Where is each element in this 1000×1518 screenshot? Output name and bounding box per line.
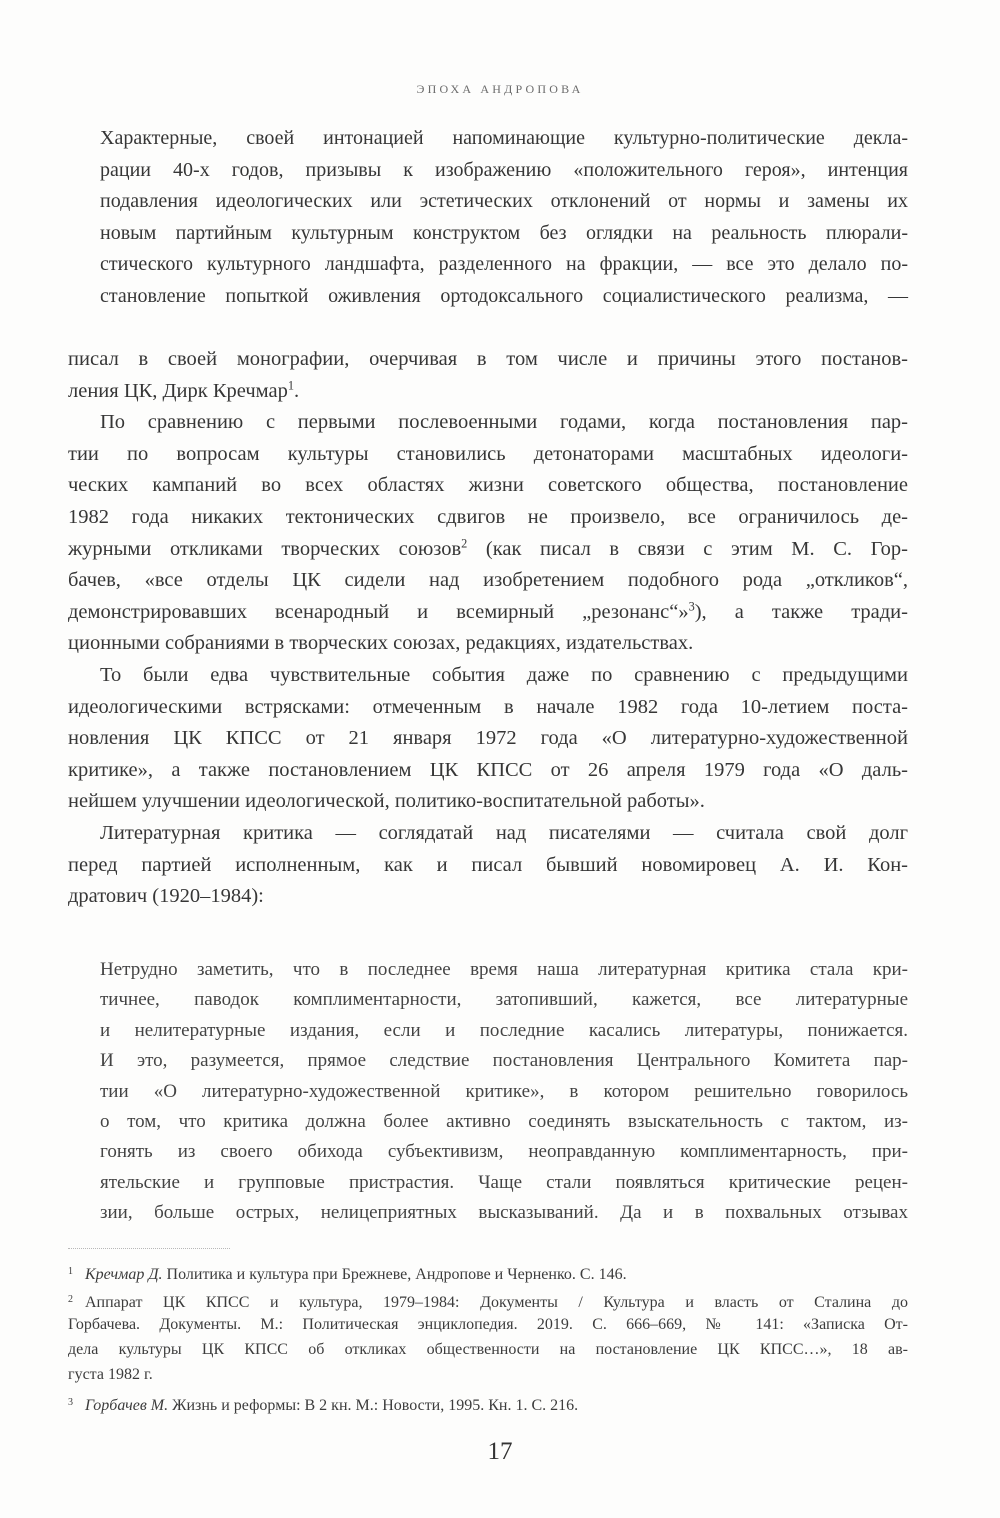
text-segment: (как писал в связи с этим М. С. Гор- [467, 537, 908, 560]
paragraph [68, 407, 908, 660]
text-line: новления ЦК КПСС от 21 января 1972 года «О литературно-художественной [68, 727, 908, 750]
footnote-line [68, 1259, 908, 1284]
text-line: подавления идеологических или эстетических отклонений от нормы и замены их [100, 190, 908, 213]
text-line: ческих кампаний во всех областях жизни советского общества, постановление [68, 474, 908, 497]
footnote-line: дела культуры ЦК КПСС об откликах общественности на постановление ЦК КПСС…», 18 ав- [68, 1341, 908, 1358]
block-quote-kondratovich [100, 955, 908, 1229]
footnote-1 [68, 1259, 908, 1284]
footnote-3 [68, 1390, 908, 1415]
text-line: писал в своей монографии, очерчивая в том числе и причины этого постанов- [68, 348, 908, 370]
footnote-text [85, 1266, 627, 1283]
text-line: тичнее, паводок комплиментарности, затопивший, кажется, все литературные [100, 989, 908, 1011]
author-name: Кречмар Д. [85, 1266, 163, 1283]
running-header: ЭПОХА АНДРОПОВА [416, 82, 584, 96]
author-name: Горбачев М. [85, 1397, 169, 1414]
text-line: По сравнению с первыми послевоенными годами, когда постановления пар- [100, 411, 908, 434]
text-segment: демонстрировавших всенародный и всемирный „резонанс“» [68, 600, 689, 623]
footnote-marker: 1 [68, 1266, 73, 1277]
text-line: стического культурного ландшафта, разделенного на фракции, — все это делало по- [100, 253, 908, 276]
text-segment: ), а также тради- [694, 600, 908, 623]
text-line: рации 40-х годов, призывы к изображению «положительного героя», интенция [100, 158, 908, 181]
text-segment: Жизнь и реформы: В 2 кн. М.: Новости, 1995. Кн. 1. С. 216. [168, 1397, 579, 1414]
text-line: ционными собраниями в творческих союзах, редакциях, издательствах. [68, 632, 694, 655]
footnote-reference: 1 [287, 378, 295, 393]
paragraph [68, 818, 908, 913]
text-line: Литературная критика — соглядатай над писателями — считала свой долг [100, 821, 908, 844]
text-line: Нетрудно заметить, что в последнее время наша литературная критика стала кри- [100, 959, 908, 980]
text-line: и нелитературные издания, если и последние касались литературы, понижается. [100, 1019, 908, 1041]
text-line: тии по вопросам культуры становились детонаторами масштабных идеологи- [68, 442, 908, 465]
text-line: дратович (1920–1984): [68, 885, 264, 908]
footnote-divider [68, 1248, 230, 1249]
footnote-reference: 3 [688, 599, 695, 614]
paragraph [68, 660, 908, 818]
footnote-text [85, 1397, 578, 1414]
footnotes [68, 1259, 908, 1418]
footnote-line: Горбачева. Документы. М.: Политическая энциклопедия. 2019. С. 666–669, № 141: «Записка От- [68, 1316, 908, 1333]
text-segment: Политика и культура при Брежневе, Андропове и Черненко. С. 146. [162, 1266, 627, 1283]
text-line: идеологическими встрясками: отмеченным в начале 1982 года 10-летием поста- [68, 695, 908, 718]
text-line: То были едва чувствительные события даже по сравнению с предыдущими [100, 663, 908, 686]
text-line: тии «О литературно-художественной критике», в котором решительно говорилось [100, 1080, 908, 1102]
text-line: 1982 года никаких тектонических сдвигов не произвело, все ограничилось де- [68, 505, 908, 528]
page-number: 17 [487, 1438, 513, 1465]
footnote-line [68, 1390, 908, 1415]
text-line: зии, больше острых, нелицеприятных высказываний. Да и в похвальных отзывах [100, 1202, 908, 1224]
footnote-marker: 2 [68, 1294, 73, 1305]
text-line: ятельские и групповые пристрастия. Чаще стали появляться критические рецен- [100, 1171, 908, 1193]
text-line [68, 534, 908, 566]
text-line: гонять из своего обихода субъективизм, неоправданную комплиментарность, при- [100, 1141, 908, 1163]
footnote-text: Аппарат ЦК КПСС и культура, 1979–1984: Документы / Культура и власть от Сталина до [85, 1294, 908, 1311]
text-segment: ления ЦК, Дирк Кречмар [68, 379, 288, 402]
text-line: критике», а также постановлением ЦК КПСС от 26 апреля 1979 года «О даль- [68, 758, 908, 781]
paragraph [68, 344, 908, 407]
text-line: перед партией исполненным, как и писал бывший новомировец А. И. Кон- [68, 853, 908, 876]
text-line: бачев, «все отделы ЦК сидели над изобретением подобного рода „откликов“, [68, 569, 908, 592]
text-line: становление попыткой оживления ортодоксального социалистического реализма, — [100, 284, 908, 307]
text-line: И это, разумеется, прямое следствие постановления Центрального Комитета пар- [100, 1050, 908, 1072]
footnote-marker: 3 [68, 1397, 73, 1408]
footnote-reference: 2 [461, 536, 468, 551]
footnote-line: густа 1982 г. [68, 1366, 153, 1383]
text-line: о том, что критика должна более активно соединять взыскательность с тактом, из- [100, 1110, 908, 1132]
text-line [68, 376, 908, 408]
footnote-line [68, 1287, 908, 1312]
text-segment: . [294, 379, 300, 402]
text-line: новым партийным культурным конструктом без оглядки на реальность плюрали- [100, 221, 908, 244]
footnote-2 [68, 1287, 908, 1387]
text-segment: журными откликами творческих союзов [68, 537, 462, 560]
block-quote-kretschmar [100, 123, 908, 313]
main-text [68, 344, 908, 913]
text-line: Характерные, своей интонацией напоминающие культурно-политические декла- [100, 127, 908, 149]
text-line [68, 597, 908, 629]
text-line: нейшем улучшении идеологической, политико-воспитательной работы». [68, 790, 705, 813]
